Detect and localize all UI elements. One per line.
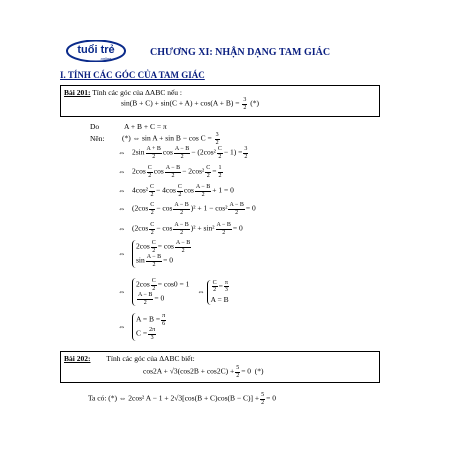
step-9: ⇔ A = B = $\frac{\pi}{6}$ C = $\frac{2\pi}{3}$ [118, 313, 166, 341]
step-6: ⇔ (2cos $\frac{C}{2}$ − cos $\frac{A - B}{2}$ )² + sin² $\frac{A - B}{2}$ = 0 [118, 222, 243, 236]
step-1: (*) ⇔ sin A + sin B − cos C = $\frac{3}{2}$ [122, 132, 219, 146]
svg-text:online: online [100, 56, 112, 61]
problem-201-tag: (*) [250, 98, 260, 108]
problem-201-equation: sin(B + C) + sin(C + A) + cos(A + B) = [121, 98, 240, 108]
tuoitre-logo [66, 40, 126, 62]
step-2: ⇔ 2sin $\frac{A + B}{2}$ cos $\frac{A - B}{2}$ − (2cos² $\frac{C}{2}$ − 1) = $\frac{3}{2}$ [118, 146, 248, 160]
problem-201-rhs: $\frac{3}{2}$ [243, 97, 247, 111]
problem-202-equation: cos2A + √3(cos2B + cos2C) + $\frac{5}{2}$ = 0 (*) [143, 365, 264, 379]
step-3: ⇔ 2cos $\frac{C}{2}$ cos $\frac{A - B}{2}$ − 2cos² $\frac{C}{2}$ = $\frac{1}{2}$ [118, 165, 222, 179]
svg-text:tuổi trẻ: tuổi trẻ [77, 44, 115, 56]
problem-202-label: Bài 202: [64, 354, 91, 363]
step-7: ⇔ 2cos $\frac{C}{2}$ = cos $\frac{A - B}{2}$ sin $\frac{A - B}{2}$ = 0 [118, 240, 191, 268]
step-5: ⇔ (2cos $\frac{C}{2}$ − cos $\frac{A - B}{2}$ )² + 1 − cos² $\frac{A - B}{2}$ = 0 [118, 202, 256, 216]
problem-202-prompt: Tính các góc của ΔABC biết: [106, 354, 195, 363]
do-equation: A + B + C = π [124, 122, 167, 131]
do-label: Do [90, 122, 100, 131]
problem-201-box [60, 85, 380, 117]
step-4: ⇔ 4cos² $\frac{C}{2}$ − 4cos $\frac{C}{2}$ cos $\frac{A - B}{2}$ + 1 = 0 [118, 184, 234, 198]
problem-201-label: Bài 201: [64, 88, 91, 97]
solution-202-line: Ta có: (*) ⇔ 2cos² A − 1 + 2√3[cos(B + C)cos(B − C)] + $\frac{5}{2}$ = 0 [88, 392, 276, 406]
nen-label: Nên: [90, 134, 105, 143]
problem-201-prompt: Tính các góc của ΔABC nếu : [92, 88, 183, 97]
step-8: ⇔ 2cos $\frac{C}{2}$ = cos0 = 1 $\frac{A - B}{2}$ = 0 ⇔ $\frac{C}{2}$ = $\frac{\pi}{3}$ A = B [118, 278, 229, 306]
chapter-title: CHƯƠNG XI: NHẬN DẠNG TAM GIÁC [150, 47, 331, 58]
problem-202-box [60, 351, 380, 383]
section-title: I. TÍNH CÁC GÓC CỦA TAM GIÁC [60, 70, 205, 80]
